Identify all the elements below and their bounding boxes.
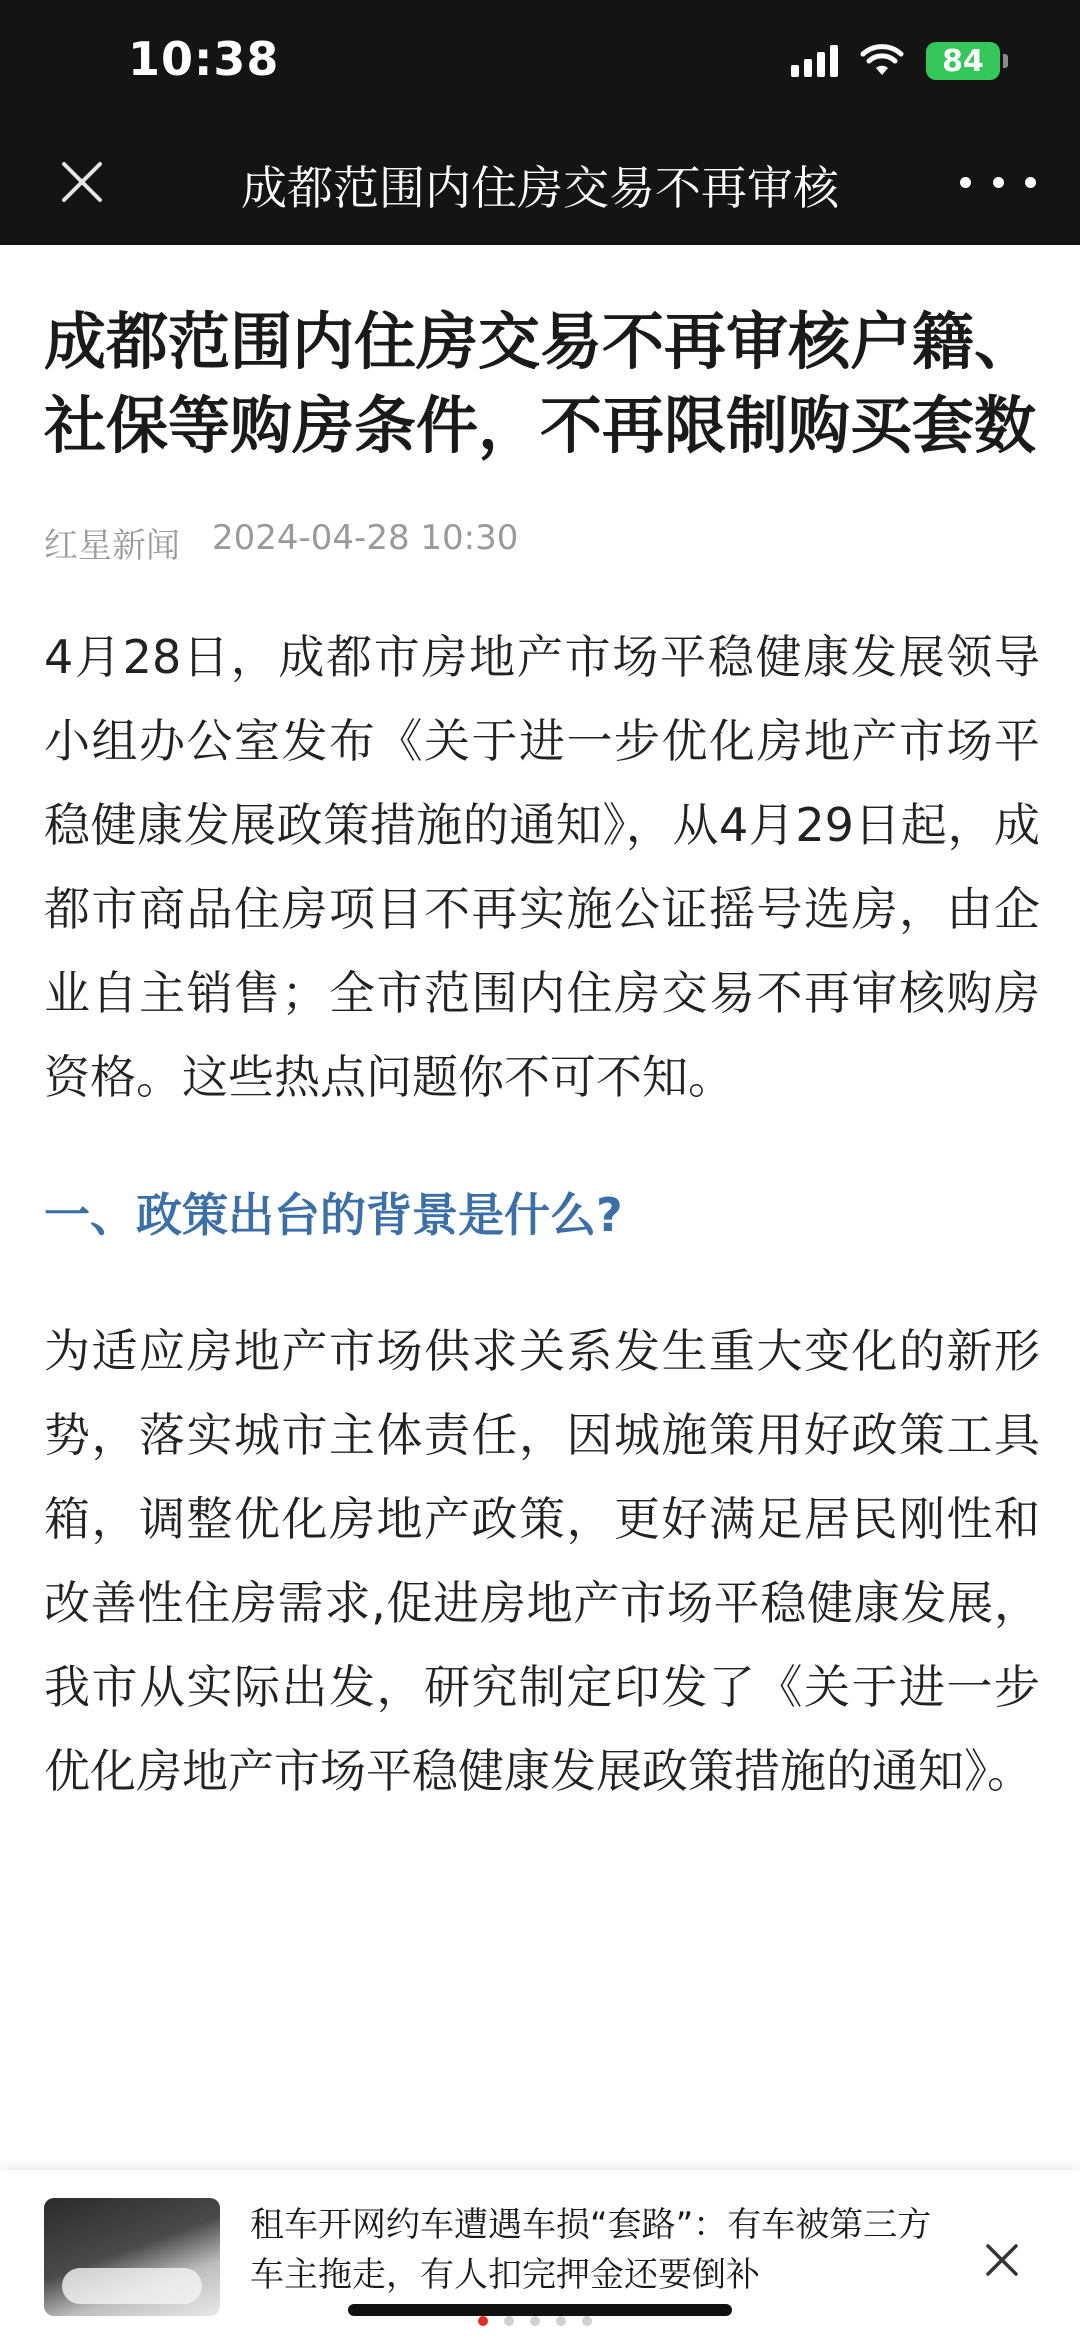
home-indicator[interactable] bbox=[348, 2304, 732, 2316]
top-bar bbox=[0, 0, 1080, 245]
more-dot-icon bbox=[1025, 177, 1036, 188]
close-icon bbox=[980, 2238, 1024, 2282]
pager-dots bbox=[478, 2316, 592, 2326]
article-meta bbox=[44, 518, 1040, 567]
close-icon bbox=[50, 150, 114, 214]
article-paragraph: 为适应房地产市场供求关系发生重大变化的新形势，落实城市主体责任，因城施策用好政策工具箱，调整优化房地产政策，更好满足居民刚性和改善性住房需求,促进房地产市场平稳健康发展，我市从实际出发，研究制定印发了《关于进一步优化房地产市场平稳健康发展政策措施的通知》。 bbox=[44, 1324, 1040, 1798]
close-button[interactable] bbox=[50, 150, 114, 214]
recommendation-close-button[interactable] bbox=[980, 2238, 1024, 2282]
more-dot-icon bbox=[960, 177, 971, 188]
recommendation-text[interactable]: 租车开网约车遭遇车损“套路”：有车被第三方车主拖走，有人扣完押金还要倒补 bbox=[250, 2205, 932, 2295]
pager-dot bbox=[504, 2316, 514, 2326]
status-time: 10:38 bbox=[128, 32, 280, 86]
nav-title: 成都范围内住房交易不再审核 bbox=[241, 161, 839, 215]
more-options-button[interactable] bbox=[960, 166, 1036, 198]
cellular-signal-icon bbox=[791, 45, 838, 77]
article-source[interactable]: 红星新闻 bbox=[44, 526, 180, 566]
status-icons bbox=[791, 42, 1000, 80]
section-heading: 一、政策出台的背景是什么? bbox=[44, 1188, 623, 1242]
article-datetime: 2024-04-28 10:30 bbox=[212, 518, 519, 558]
article-headline: 成都范围内住房交易不再审核户籍、社保等购房条件，不再限制购买套数 bbox=[44, 305, 1037, 462]
pager-dot bbox=[556, 2316, 566, 2326]
pager-dot bbox=[582, 2316, 592, 2326]
wifi-icon bbox=[860, 44, 904, 78]
more-dot-icon bbox=[993, 177, 1004, 188]
pager-dot bbox=[530, 2316, 540, 2326]
article bbox=[44, 300, 1040, 1813]
recommendation-thumbnail[interactable] bbox=[44, 2198, 220, 2316]
pager-dot bbox=[478, 2316, 488, 2326]
article-paragraph: 4月28日，成都市房地产市场平稳健康发展领导小组办公室发布《关于进一步优化房地产市场平稳健康发展政策措施的通知》，从4月29日起，成都市商品住房项目不再实施公证摇号选房，由企业自主销售；全市范围内住房交易不再审核购房资格。这些热点问题你不可不知。 bbox=[44, 630, 1040, 1104]
battery-icon: 84 bbox=[926, 42, 1000, 80]
